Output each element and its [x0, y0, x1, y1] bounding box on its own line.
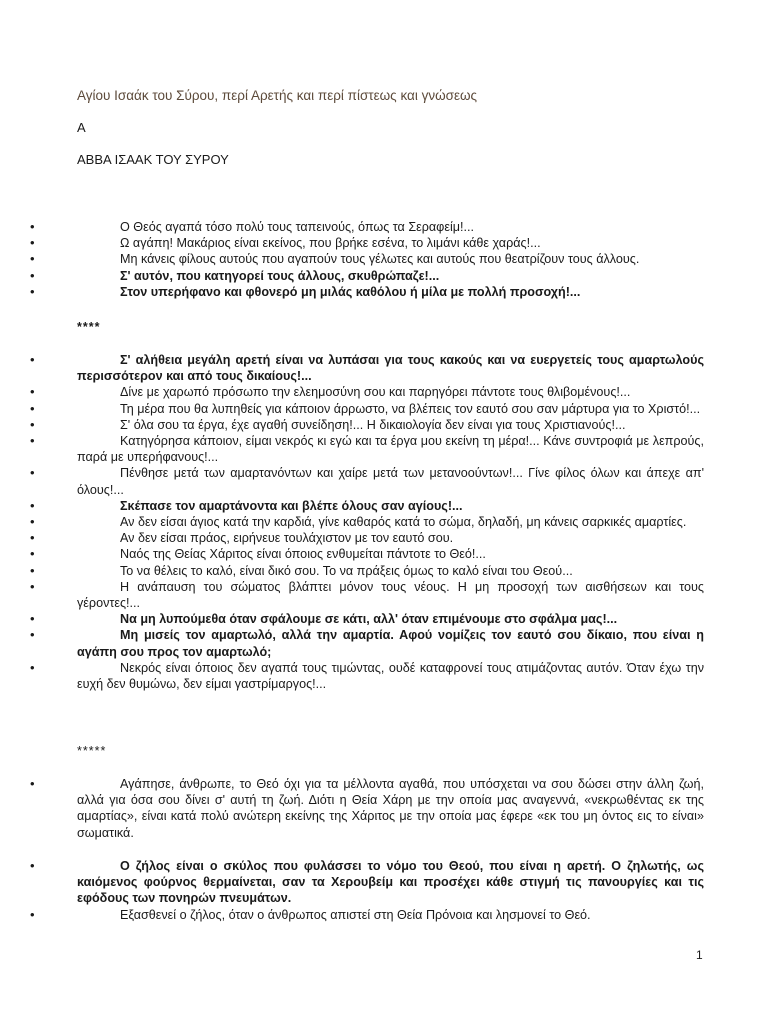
bullet-icon: • [30, 546, 35, 562]
bullet-icon: • [30, 776, 35, 791]
saying-text: Τη μέρα που θα λυπηθείς για κάποιον άρρωστο, να βλέπεις τον εαυτό σου σαν μάρτυρα για το Χριστό!... [120, 401, 701, 416]
section-letter: Α [77, 120, 86, 135]
saying-text: Αν δεν είσαι άγιος κατά την καρδιά, γίνε καθαρός κατά το σώμα, δηλαδή, μη κάνεις σαρκικές αμαρτίες. [120, 515, 687, 530]
bullet-icon: • [30, 384, 35, 400]
saying-item [0, 546, 768, 562]
saying-item [0, 433, 768, 465]
saying-text: Μη κάνεις φίλους αυτούς που αγαπούν τους γέλωτες και αυτούς που θεατρίζουν τους άλλους. [120, 252, 640, 267]
saying-item [0, 579, 768, 611]
saying-item [0, 401, 768, 417]
saying-list-2 [0, 352, 768, 692]
page-number: 1 [696, 948, 703, 962]
saying-item [0, 219, 768, 235]
saying-text: Στον υπερήφανο και φθονερό μη μιλάς καθόλου ή μίλα με πολλή προσοχή!... [120, 284, 581, 299]
saying-item [0, 384, 768, 400]
saying-item [0, 858, 768, 907]
saying-text: Ω αγάπη! Μακάριος είναι εκείνος, που βρήκε εσένα, το λιμάνι κάθε χαράς!... [120, 236, 541, 251]
bullet-icon: • [30, 578, 35, 594]
saying-item [0, 284, 768, 300]
separator-1: **** [77, 320, 101, 334]
saying-item [0, 352, 768, 384]
saying-text: Νεκρός είναι όποιος δεν αγαπά τους τιμώντας, ουδέ καταφρονεί τους ατιμάζοντας αυτόν. Όταν έχω την ευχή δεν θυμώνω, δεν είμαι γαστρίμαργος!... [77, 660, 704, 692]
document-subtitle: ΑΒΒΑ ΙΣΑΑΚ ΤΟΥ ΣΥΡΟΥ [77, 152, 229, 167]
saying-item [0, 465, 768, 497]
saying-list-1 [0, 219, 768, 300]
saying-text: Σ' όλα σου τα έργα, έχε αγαθή συνείδηση!... Η δικαιολογία δεν είναι για τους Χριστιανούς!... [120, 417, 626, 432]
saying-item [0, 660, 768, 692]
saying-text: Ο Θεός αγαπά τόσο πολύ τους ταπεινούς, όπως τα Σεραφείμ!... [120, 220, 475, 234]
saying-item [0, 268, 768, 284]
saying-item [0, 235, 768, 251]
bullet-icon: • [30, 283, 35, 299]
saying-item [0, 417, 768, 433]
saying-text: Αγάπησε, άνθρωπε, το Θεό όχι για τα μέλλοντα αγαθά, που υπόσχεται να σου δώσει στην άλλη ζωή, αλλά για όσα σου δίνει σ' αυτή τη ζωή. Διότι η Θεία Χάρη με την οποία μας αναγεννά, «νεκρωθέντας εκ της αμαρτίας», είναι κατά πολύ ανώτερη εκείνης της Χάριτος με την οποία μας έφερε «εκ του μη όντος εις το είναι» σωματικά. [77, 777, 704, 840]
bullet-icon: • [30, 416, 35, 432]
bullet-icon: • [30, 267, 35, 283]
saying-item [0, 563, 768, 579]
saying-item [0, 611, 768, 627]
bullet-icon: • [30, 433, 35, 449]
bullet-icon: • [30, 530, 35, 546]
saying-text: Εξασθενεί ο ζήλος, όταν ο άνθρωπος απιστεί στη Θεία Πρόνοια και λησμονεί το Θεό. [120, 907, 591, 922]
document-title: Αγίου Ισαάκ του Σύρου, περί Αρετής και περί πίστεως και γνώσεως [77, 88, 478, 103]
bullet-icon: • [30, 906, 35, 922]
saying-text: Κατηγόρησα κάποιον, είμαι νεκρός κι εγώ και τα έργα μου εκείνη τη μέρα!... Κάνε συντροφιά με λεπρούς, παρά με υπερήφανους!... [77, 434, 704, 465]
bullet-icon: • [30, 562, 35, 578]
bullet-icon: • [30, 497, 35, 513]
saying-item [0, 530, 768, 546]
saying-text: Δίνε με χαρωπό πρόσωπο την ελεημοσύνη σου και παρηγόρει πάντοτε τους θλιβομένους!... [120, 385, 631, 400]
saying-item [0, 907, 768, 923]
saying-text: Αν δεν είσαι πράος, ειρήνευε τουλάχιστον με τον εαυτό σου. [120, 531, 454, 546]
saying-text: Πένθησε μετά των αμαρτανόντων και χαίρε μετά των μετανοούντων!... Γίνε φίλος όλων και άπεχε απ' όλους!... [77, 466, 704, 497]
saying-text: Ναός της Θείας Χάριτος είναι όποιος ενθυμείται πάντοτε το Θεό!... [120, 547, 486, 562]
bullet-icon: • [30, 465, 35, 481]
saying-text: Σ' αυτόν, που κατηγορεί τους άλλους, σκυθρώπαζε!... [120, 268, 440, 283]
saying-item [0, 776, 768, 841]
saying-text: Σ' αλήθεια μεγάλη αρετή είναι να λυπάσαι για τους κακούς και να ευεργετείς τους αμαρτωλούς περισσότερον και από τους δικαίους!... [77, 353, 704, 384]
bullet-icon: • [30, 400, 35, 416]
bullet-icon: • [30, 611, 35, 627]
bullet-icon: • [30, 219, 35, 234]
saying-item [0, 514, 768, 530]
bullet-icon: • [30, 251, 35, 267]
saying-list-4 [0, 858, 768, 923]
saying-text: Μη μισείς τον αμαρτωλό, αλλά την αμαρτία. Αφού νομίζεις τον εαυτό σου δίκαιο, που είναι η αγάπη σου προς τον αμαρτωλό; [77, 628, 704, 659]
saying-item [0, 627, 768, 659]
separator-2: ***** [77, 744, 107, 758]
saying-text: Να μη λυπούμεθα όταν σφάλουμε σε κάτι, αλλ' όταν επιμένουμε στο σφάλμα μας!... [120, 612, 618, 627]
saying-item [0, 498, 768, 514]
bullet-icon: • [30, 514, 35, 530]
bullet-icon: • [30, 235, 35, 251]
bullet-icon: • [30, 659, 35, 675]
saying-text: Το να θέλεις το καλό, είναι δικό σου. Το να πράξεις όμως το καλό είναι του Θεού... [120, 563, 573, 578]
bullet-icon: • [30, 858, 35, 873]
saying-item [0, 251, 768, 267]
bullet-icon: • [30, 627, 35, 643]
saying-text: Ο ζήλος είναι ο σκύλος που φυλάσσει το νόμο του Θεού, που είναι η αρετή. Ο ζηλωτής, ως καιόμενος φούρνος θερμαίνεται, σαν τα Χερουβείμ και προσέχει κάθε στιγμή τις πανουργίες και τις εφόδους των πονηρών πνευμάτων. [77, 859, 704, 906]
saying-list-3 [0, 776, 768, 841]
saying-text: Η ανάπαυση του σώματος βλάπτει μόνον τους νέους. Η μη προσοχή των αισθήσεων και τους γέροντες!... [77, 579, 704, 611]
saying-text: Σκέπασε τον αμαρτάνοντα και βλέπε όλους σαν αγίους!... [120, 498, 463, 513]
bullet-icon: • [30, 352, 35, 367]
